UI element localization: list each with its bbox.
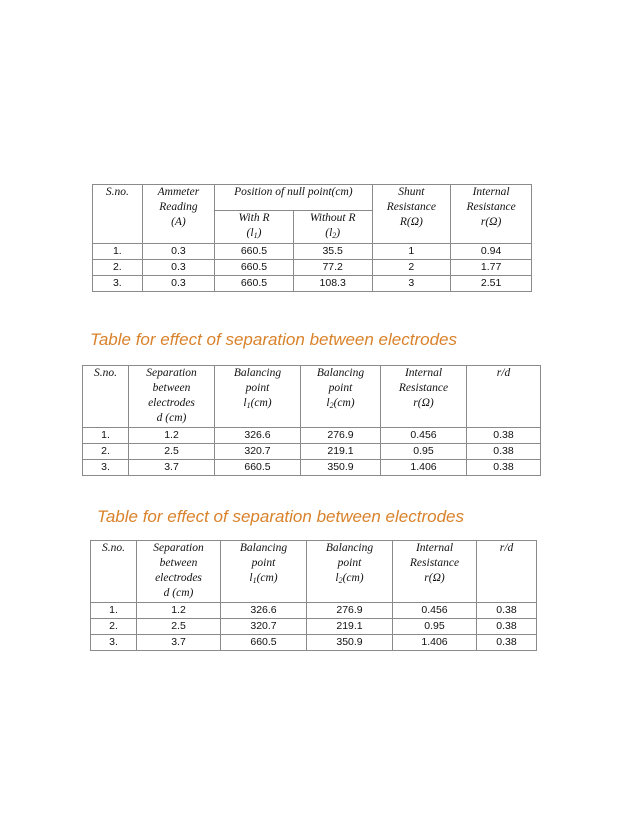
separation-table-1 <box>82 365 541 476</box>
position-header: Position of null point(cm) <box>215 185 372 211</box>
ratio-header: r/d <box>467 366 541 428</box>
table-row: 2. 2.5 320.7 219.1 0.95 0.38 <box>83 444 541 460</box>
shunt-header: Shunt Resistance R(Ω) <box>372 185 451 244</box>
with-r-header: With R $(l_1)$ <box>215 211 294 244</box>
table3-body <box>91 603 537 651</box>
table-row: 3. 3.7 660.5 350.9 1.406 0.38 <box>83 460 541 476</box>
balancing-point-2-header: Balancing point $l_2(cm)$ <box>301 366 381 428</box>
table2-body <box>83 428 541 476</box>
table-row: 3. 0.3 660.5 108.3 3 2.51 <box>93 276 532 292</box>
sno-header: S.no. <box>83 366 129 428</box>
table-row: 3. 3.7 660.5 350.9 1.406 0.38 <box>91 635 537 651</box>
table-row: 2. 2.5 320.7 219.1 0.95 0.38 <box>91 619 537 635</box>
table-row: 2. 0.3 660.5 77.2 2 1.77 <box>93 260 532 276</box>
null-point-table <box>92 184 532 292</box>
without-r-header: Without R $(l_2)$ <box>293 211 372 244</box>
balancing-point-1-header: Balancing point $l_1(cm)$ <box>221 541 307 603</box>
sno-header: S.no. <box>93 185 143 244</box>
table-row: 1. 1.2 326.6 276.9 0.456 0.38 <box>91 603 537 619</box>
table-row: 1. 0.3 660.5 35.5 1 0.94 <box>93 244 532 260</box>
balancing-point-2-header: Balancing point $l_2(cm)$ <box>307 541 393 603</box>
internal-resistance-header: Internal Resistance r(Ω) <box>381 366 467 428</box>
table1-body <box>93 244 532 292</box>
ratio-header: r/d <box>477 541 537 603</box>
separation-header: Separation between electrodes d (cm) <box>129 366 215 428</box>
balancing-point-1-header: Balancing point $l_1(cm)$ <box>215 366 301 428</box>
separation-header: Separation between electrodes d (cm) <box>137 541 221 603</box>
internal-resistance-header: Internal Resistance r(Ω) <box>451 185 532 244</box>
table3-heading: Table for effect of separation between electrodes <box>97 507 464 526</box>
separation-table-2 <box>90 540 537 651</box>
table-row: 1. 1.2 326.6 276.9 0.456 0.38 <box>83 428 541 444</box>
ammeter-header: Ammeter Reading (A) <box>142 185 214 244</box>
table2-heading: Table for effect of separation between electrodes <box>90 330 457 349</box>
internal-resistance-header: Internal Resistance r(Ω) <box>393 541 477 603</box>
sno-header: S.no. <box>91 541 137 603</box>
